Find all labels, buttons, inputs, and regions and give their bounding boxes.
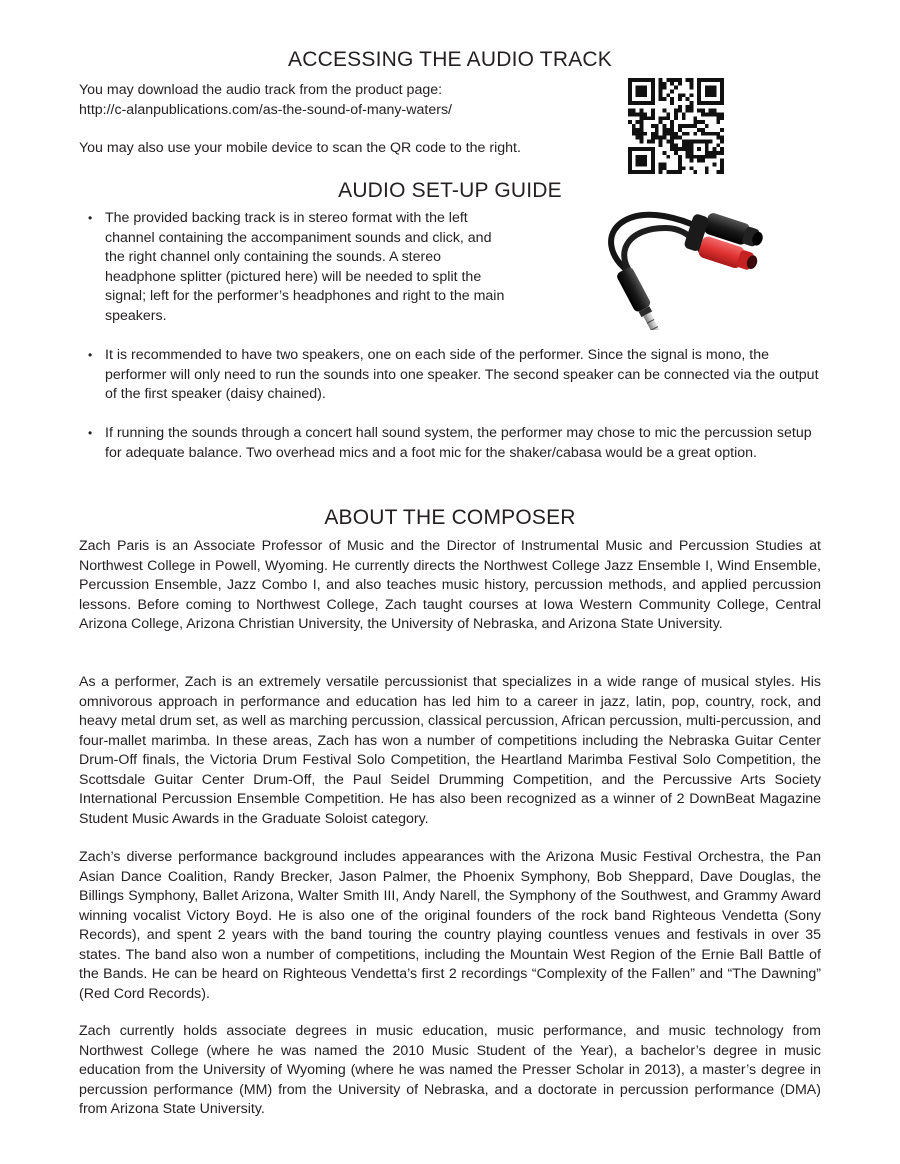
composer-paragraph: Zach Paris is an Associate Professor of Music and the Director of Instrumental Music and Percussion Studies at Northwest College in Powell, Wyoming. He currently directs the Northwest College Jazz Ensemble I, Wind Ensemble, Percussion Ensemble, Jazz Combo I, and also teaches music history, percussion methods, and applied percussion lessons. Before coming to Northwest College, Zach taught courses at Iowa Western Community College, Central Arizona College, Arizona Christian University, the University of Nebraska, and Arizona State University. — [79, 538, 821, 632]
product-page-link[interactable]: http://c-alanpublications.com/as-the-sound-of-many-waters/ — [79, 101, 452, 118]
audio-track-heading: ACCESSING THE AUDIO TRACK — [288, 48, 612, 71]
composer-paragraph: Zach currently holds associate degrees in music education, music performance, and music technology from Northwest College (where he was named the 2010 Music Student of the Year), a bachelor’s degree in music education from the University of Wyoming (where he was named the Presser Scholar in 2013), a master’s degree in percussion performance (MM) from the University of Nebraska, and a doctorate in percussion performance (DMA) from Arizona State University. — [79, 1023, 821, 1117]
setup-bullet-hall-system: • If running the sounds through a concert hall sound system, the performer may chose to mic the percussion setup for adequate balance. Two overhead mics and a foot mic for the shaker/cabasa would be a great option. — [88, 424, 828, 463]
headphone-splitter-image — [590, 200, 770, 330]
composer-paragraph: As a performer, Zach is an extremely versatile percussionist that specializes in a wide range of musical styles. His omnivorous approach in performance and education has led him to a career in jazz, latin, pop, country, rock, and heavy metal drum set, as well as marching percussion, classical percussion, African percussion, multi-percussion, and four-mallet marimba. In these areas, Zach has won a number of competitions including the Nebraska Guitar Center Drum-Off finals, the Victoria Drum Festival Solo Competition, the Heartland Marimba Festival Solo Competition, the Scottsdale Guitar Center Drum-Off, the Paul Seidel Drumming Competition, and the Percussive Arts Society International Percussion Ensemble Competition. He has also been recognized as a winner of 2 DownBeat Magazine Student Music Awards in the Graduate Soloist category. — [79, 674, 821, 827]
setup-bullet-speakers: • It is recommended to have two speakers, one on each side of the performer. Since the signal is mono, the performer will only need to run the sounds into one speaker. The second speaker can be connected via the output of the first speaker (daisy chained). — [88, 346, 828, 405]
setup-bullet-list-3 — [88, 424, 828, 463]
qr-instructions: You may also use your mobile device to scan the QR code to the right. — [79, 140, 521, 156]
setup-guide-heading: AUDIO SET-UP GUIDE — [338, 179, 562, 202]
download-text: You may download the audio track from the product page: — [79, 82, 443, 98]
setup-bullet-list-2 — [88, 346, 828, 405]
composer-paragraph: Zach’s diverse performance background includes appearances with the Arizona Music Festival Orchestra, the Pan Asian Dance Coalition, Randy Brecker, Jason Palmer, the Phoenix Symphony, Bob Sheppard, Dave Douglas, the Billings Symphony, Ballet Arizona, Walter Smith III, Andy Narell, the Symphony of the Southwest, and Grammy Award winning vocalist Victory Boyd. He is also one of the original founders of the rock band Righteous Vendetta (Sony Records), and spent 2 years with the band touring the country playing countless venues and festivals in over 35 states. The band also won a number of competitions, including the Mountain West Region of the Ernie Ball Battle of the Bands. He can be heard on Righteous Vendetta’s first 2 recordings “Complexity of the Fallen” and “The Dawning” (Red Cord Records). — [79, 849, 821, 1002]
download-instructions — [79, 81, 599, 120]
composer-heading: ABOUT THE COMPOSER — [324, 506, 576, 529]
setup-bullet-splitter: • The provided backing track is in stereo format with the left channel containing the accompaniment sounds and click, and the right channel only containing the sounds. A stereo headphone splitter (pictured here) will be needed to split the signal; left for the performer’s headphones and right to the main speakers. — [88, 209, 508, 326]
qr-code-icon[interactable] — [628, 78, 724, 174]
setup-bullet-list-1 — [88, 209, 508, 326]
